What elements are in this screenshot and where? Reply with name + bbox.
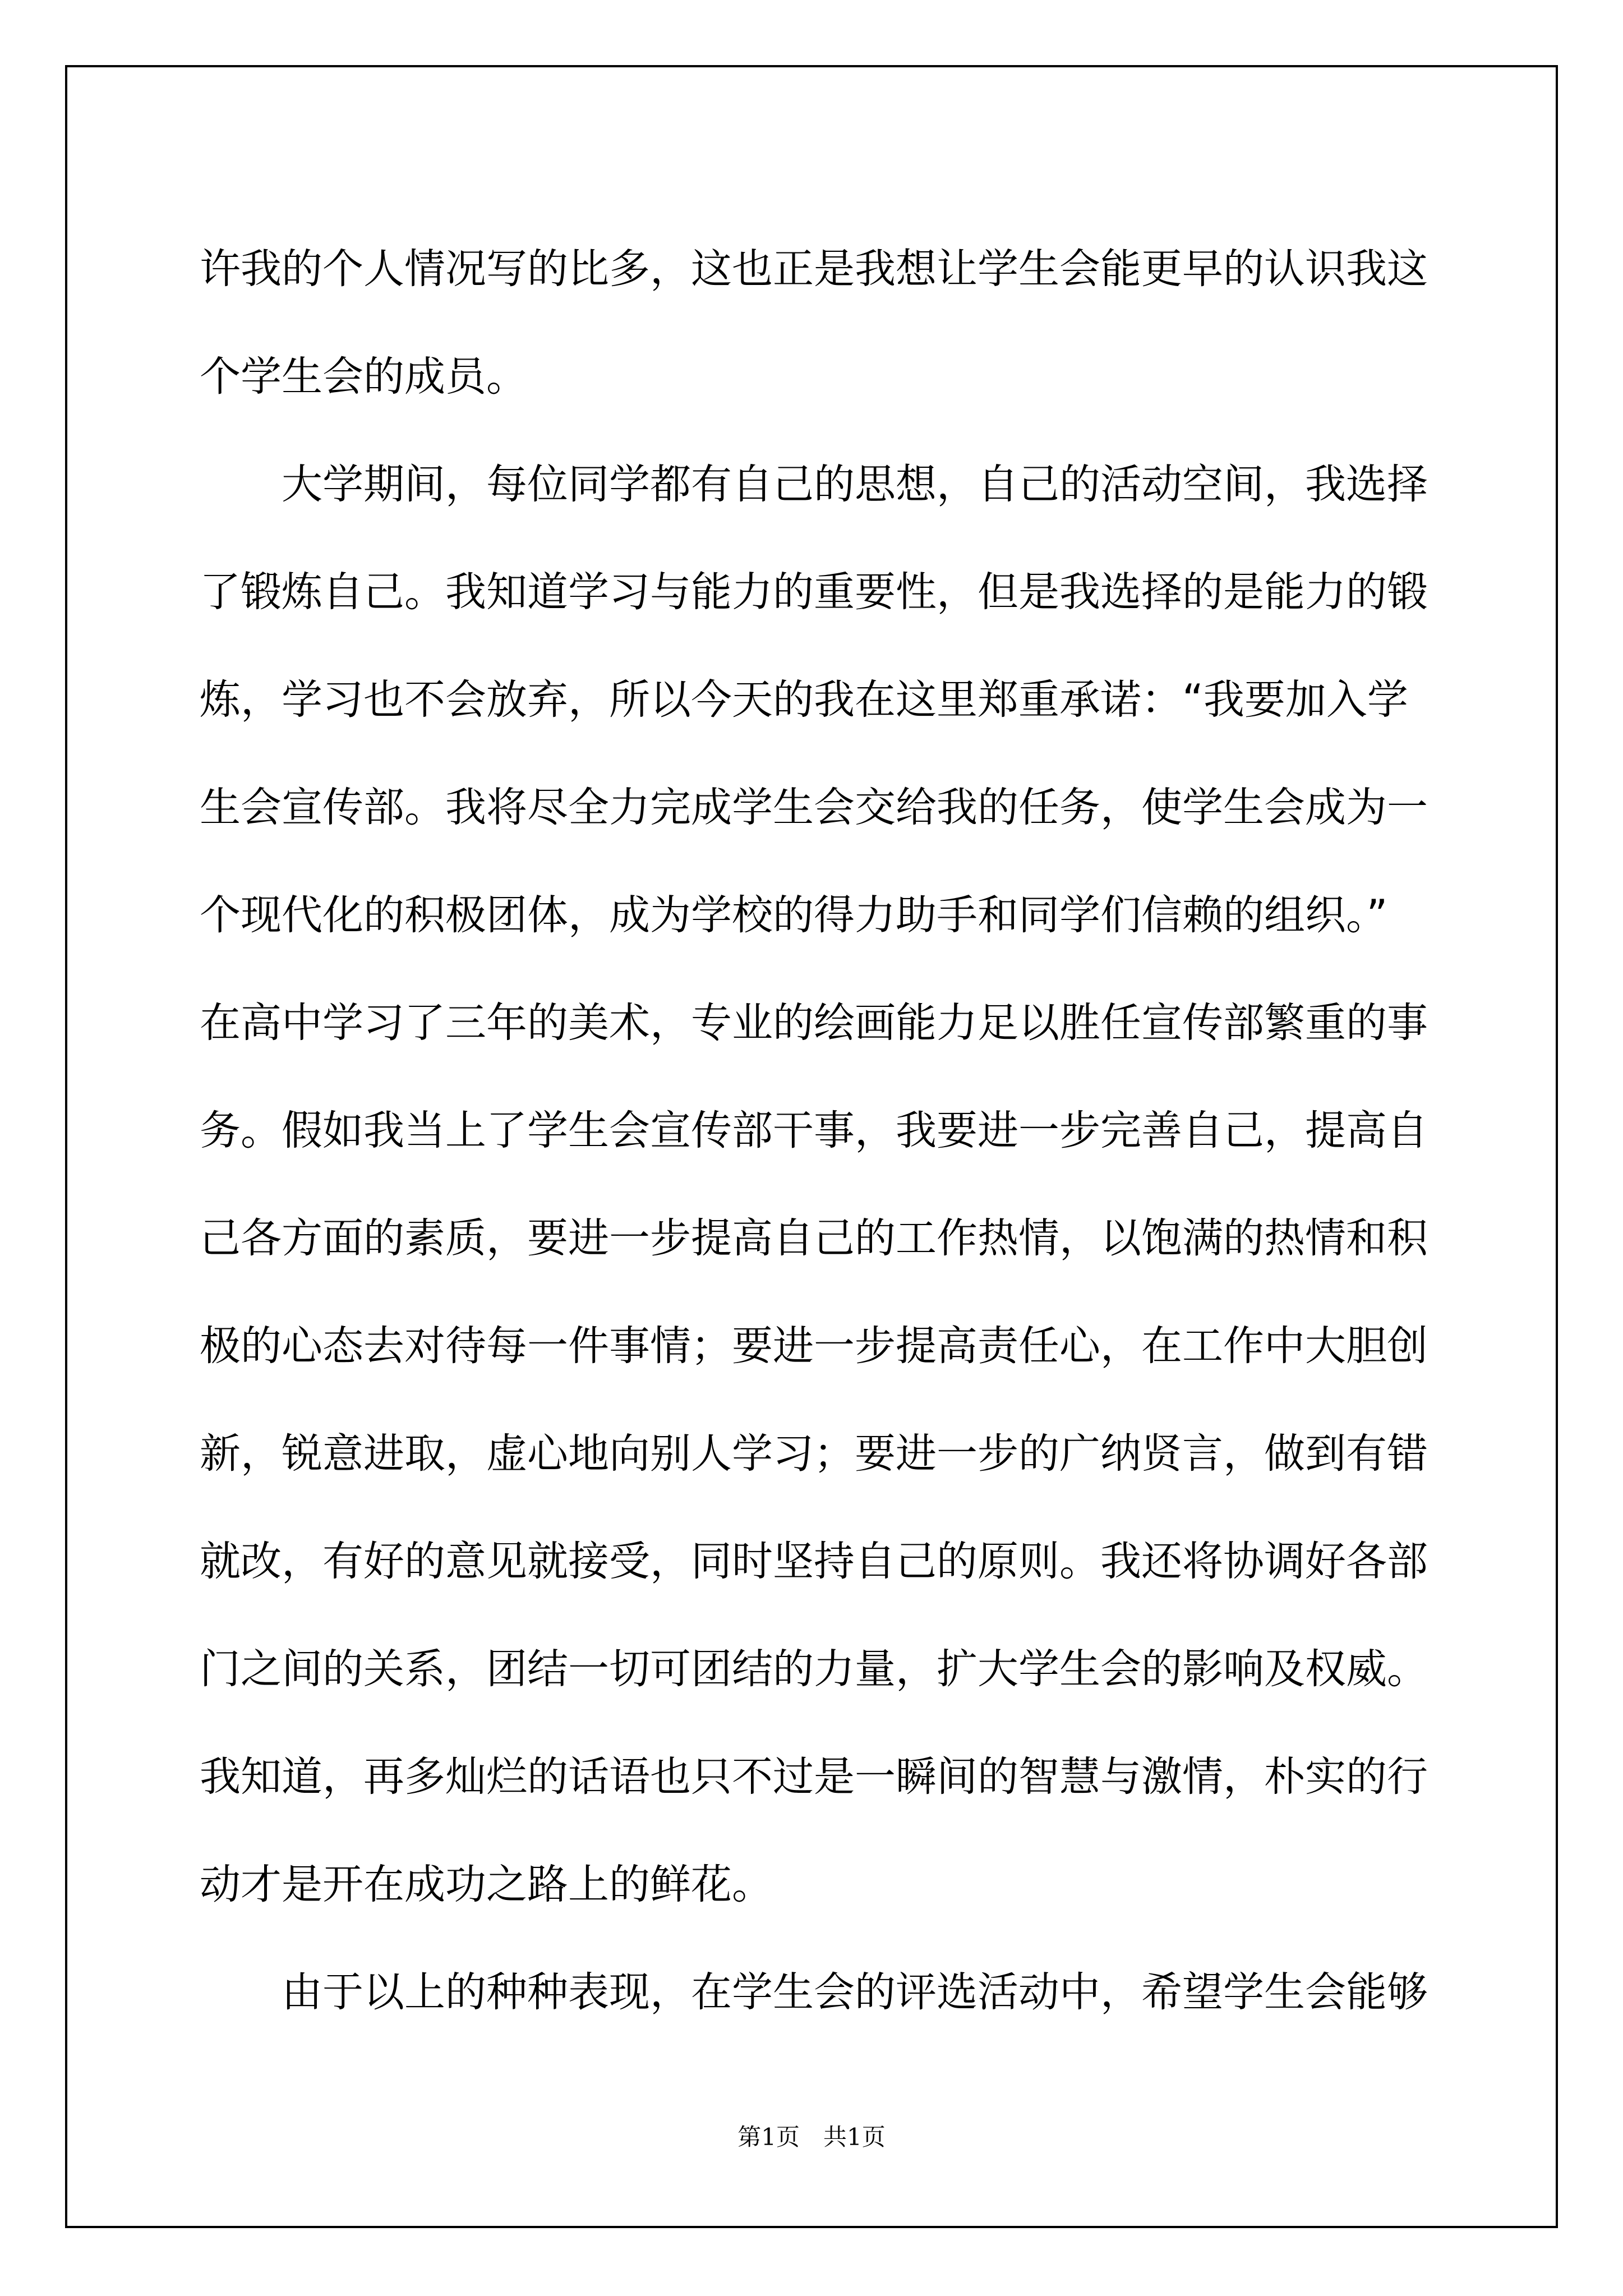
document-body-text: 许我的个人情况写的比多，这也正是我想让学生会能更早的认识我这 个学生会的成员。 大学期间，每位同学都有自己的思想，自己的活动空间，我选择 了锻炼自己。我知道学习与能力的重要性，但是我选择的是能力的锻 炼，学习也不会放弃，所以今天的我在这里郑重承诺：“我要加入学 生会宣传部。我将尽全力完成学生会交给我的任务，使学生会成为一 个现代化的积极团体，成为学校的得力助手和同学们信赖的组织。” 在高中学习了三年的美术，专业的绘画能力足以胜任宣传部繁重的事 务。假如我当上了学生会宣传部干事，我要进一步完善自己，提高自 己各方面的素质，要进一步提高自己的工作热情，以饱满的热情和积 极的心态去对待每一件事情；要进一步提高责任心，在工作中大胆创 新，锐意进取，虚心地向别人学习；要进一步的广纳贤言，做到有错 就改，有好的意见就接受，同时坚持自己的原则。我还将协调好各部 门之间的关系，团结一切可团结的力量，扩大学生会的影响及权威。 我知道，再多灿烂的话语也只不过是一瞬间的智慧与激情，朴实的行 动才是开在成功之路上的鲜花。 由于以上的种种表现，在学生会的评选活动中，希望学生会能够 xyxy=(200,245,1428,2016)
page-number-footer: 第1页 共1页 xyxy=(737,2123,886,2151)
